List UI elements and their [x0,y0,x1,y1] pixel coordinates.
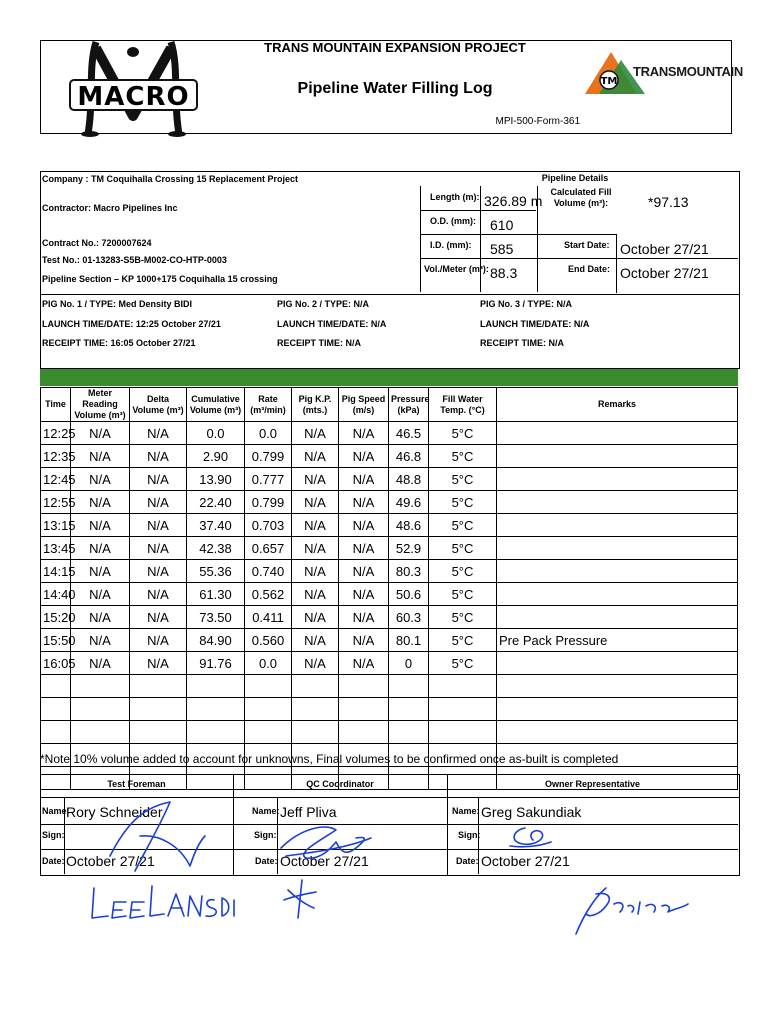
cell-pig-kp: N/A [292,468,339,491]
pig1-receipt: RECEIPT TIME: 16:05 October 27/21 [42,338,196,348]
cell-rate: 0.799 [245,445,292,468]
cell-pig-speed: N/A [339,537,389,560]
cell-pig-speed: N/A [339,514,389,537]
cell-rate: 0.0 [245,422,292,445]
cell-remarks [497,698,738,721]
cell-delta-volume [130,721,187,744]
cell-cumulative-volume: 22.40 [187,491,245,514]
cell-meter-reading: N/A [71,514,130,537]
cell-delta-volume: N/A [130,468,187,491]
pig3-launch: LAUNCH TIME/DATE: N/A [480,319,590,329]
contractor-line: Contractor: Macro Pipelines Inc [42,203,178,213]
pd-rule-2 [420,234,536,235]
cell-pig-speed: N/A [339,468,389,491]
cell-pig-speed [339,721,389,744]
cell-pig-kp: N/A [292,652,339,675]
test-number: Test No.: 01-13283-S5B-M002-CO-HTP-0003 [42,255,227,265]
cell-rate: 0.703 [245,514,292,537]
col-header-fill-water-temp: Fill Water Temp. (°C) [429,388,497,422]
pd-rule-3 [420,258,738,259]
log-table-header-row [41,388,738,422]
pig2-type: PIG No. 2 / TYPE: N/A [277,299,370,309]
cell-pig-kp [292,698,339,721]
cell-rate: 0.0 [245,652,292,675]
cell-delta-volume: N/A [130,652,187,675]
table-row [41,445,738,468]
cell-rate [245,721,292,744]
cell-cumulative-volume: 55.36 [187,560,245,583]
cell-fill-water-temp [429,698,497,721]
cell-meter-reading: N/A [71,606,130,629]
handwritten-mark-center [280,878,320,920]
green-band [40,369,738,386]
cell-meter-reading: N/A [71,629,130,652]
cell-pig-kp: N/A [292,629,339,652]
cell-pressure: 80.3 [389,560,429,583]
cell-meter-reading: N/A [71,491,130,514]
cell-cumulative-volume: 61.30 [187,583,245,606]
cell-meter-reading [71,675,130,698]
cell-fill-water-temp: 5°C [429,445,497,468]
tf-name-label: Name: [42,806,70,816]
vol-label: Vol./Meter (m³): [424,264,489,274]
table-row [41,675,738,698]
cell-delta-volume: N/A [130,422,187,445]
col-header-pig-kp: Pig K.P. (mts.) [292,388,339,422]
cell-fill-water-temp: 5°C [429,652,497,675]
owner-date-label: Date: [456,856,479,866]
log-title: Pipeline Water Filling Log [297,80,493,97]
cell-cumulative-volume [187,675,245,698]
cell-remarks [497,537,738,560]
cell-remarks [497,652,738,675]
cell-pressure [389,675,429,698]
cell-delta-volume: N/A [130,537,187,560]
table-row [41,514,738,537]
owner-field-rule-2 [447,849,738,850]
cell-remarks [497,445,738,468]
transmountain-logo [585,46,743,96]
cell-remarks [497,583,738,606]
cell-cumulative-volume: 84.90 [187,629,245,652]
cell-remarks [497,491,738,514]
start-date-label: Start Date: [564,240,610,250]
cell-rate: 0.562 [245,583,292,606]
col-header-time: Time [41,388,71,422]
company-line: Company : TM Coquihalla Crossing 15 Replacement Project [42,174,299,184]
qc-title: QC Coordinator [306,779,374,789]
cell-remarks [497,422,738,445]
col-header-delta-volume: Delta Volume (m³) [130,388,187,422]
transmountain-logo-text: TRANSMOUNTAIN [633,64,743,79]
owner-signature [505,824,555,850]
cell-rate: 0.657 [245,537,292,560]
handwritten-name-lee-lansdell [88,880,238,930]
owner-label-col-rule [478,798,479,874]
id-label: I.D. (mm): [430,240,472,250]
table-row [41,468,738,491]
cell-fill-water-temp [429,721,497,744]
od-value: 610 [490,217,514,233]
log-table-body [41,388,738,790]
cell-time: 14:40 [41,583,71,606]
cell-delta-volume [130,675,187,698]
table-row [41,583,738,606]
owner-field-rule-1 [447,824,738,825]
table-row [41,422,738,445]
owner-title: Owner Representative [544,779,641,789]
od-label: O.D. (mm): [430,216,476,226]
cell-pig-kp: N/A [292,583,339,606]
cell-cumulative-volume: 13.90 [187,468,245,491]
owner-date-value: October 27/21 [481,853,570,869]
table-row [41,537,738,560]
cell-pig-speed: N/A [339,560,389,583]
cell-pressure: 46.5 [389,422,429,445]
cell-pig-speed [339,675,389,698]
table-row [41,652,738,675]
cell-pig-speed: N/A [339,629,389,652]
cell-pressure: 80.1 [389,629,429,652]
cell-pig-speed [339,698,389,721]
cell-rate: 0.777 [245,468,292,491]
cell-remarks [497,468,738,491]
cell-rate: 0.740 [245,560,292,583]
pig1-type: PIG No. 1 / TYPE: Med Density BIDI [42,299,193,309]
id-value: 585 [490,241,514,257]
cell-fill-water-temp: 5°C [429,583,497,606]
pig3-receipt: RECEIPT TIME: N/A [480,338,565,348]
cell-cumulative-volume: 73.50 [187,606,245,629]
volume-note: *Note 10% volume added to account for unknowns, Final volumes to be confirmed once as-built is completed [40,752,619,766]
cell-delta-volume: N/A [130,560,187,583]
length-label: Length (m): [430,192,480,202]
qc-name-label: Name: [252,806,280,816]
cell-pig-kp: N/A [292,560,339,583]
pipeline-details-title: Pipeline Details [541,173,609,183]
calc-fill-value: *97.13 [648,194,689,210]
tf-label-col-rule [64,798,65,874]
cell-time: 12:25 [41,422,71,445]
owner-name-label: Name: [452,806,480,816]
end-date-label: End Date: [568,264,611,274]
cell-pig-kp: N/A [292,422,339,445]
pig2-receipt: RECEIPT TIME: N/A [277,338,362,348]
owner-sign-label: Sign: [458,830,481,840]
cell-pig-speed: N/A [339,491,389,514]
cell-meter-reading: N/A [71,560,130,583]
cell-pressure: 0 [389,652,429,675]
cell-pig-speed: N/A [339,583,389,606]
cell-delta-volume: N/A [130,514,187,537]
tf-date-label: Date: [42,856,65,866]
cell-fill-water-temp: 5°C [429,629,497,652]
cell-pressure [389,721,429,744]
table-row [41,721,738,744]
cell-time: 13:15 [41,514,71,537]
vol-value: 88.3 [490,265,518,281]
table-row [41,698,738,721]
form-number: MPI-500-Form-361 [495,116,580,127]
calc-fill-label: Calculated Fill Volume (m³): [550,187,612,208]
cell-fill-water-temp: 5°C [429,468,497,491]
cell-time: 15:50 [41,629,71,652]
table-row [41,606,738,629]
cell-meter-reading [71,698,130,721]
col-header-rate: Rate (m³/min) [245,388,292,422]
cell-cumulative-volume: 2.90 [187,445,245,468]
test-foreman-title: Test Foreman [107,779,166,789]
cell-pig-kp: N/A [292,514,339,537]
cell-meter-reading: N/A [71,652,130,675]
cell-pressure: 49.6 [389,491,429,514]
cell-delta-volume: N/A [130,629,187,652]
cell-remarks [497,721,738,744]
table-row [41,560,738,583]
cell-delta-volume: N/A [130,606,187,629]
pd-rule-1 [420,210,536,211]
end-date-value: October 27/21 [620,265,709,281]
cell-pig-speed: N/A [339,606,389,629]
cell-pressure: 52.9 [389,537,429,560]
cell-remarks [497,675,738,698]
water-filling-log-table [40,387,738,790]
cell-cumulative-volume: 91.76 [187,652,245,675]
cell-pressure: 48.8 [389,468,429,491]
cell-delta-volume [130,698,187,721]
cell-cumulative-volume: 0.0 [187,422,245,445]
cell-fill-water-temp: 5°C [429,560,497,583]
tf-name-value: Rory Schneider [66,804,163,820]
col-header-pig-speed: Pig Speed (m/s) [339,388,389,422]
table-row [41,491,738,514]
project-title: TRANS MOUNTAIN EXPANSION PROJECT [264,40,526,55]
qc-signature [276,818,376,873]
cell-meter-reading: N/A [71,468,130,491]
contract-number: Contract No.: 7200007624 [42,238,152,248]
cell-rate: 0.411 [245,606,292,629]
tf-sign-label: Sign: [42,830,65,840]
cell-pig-speed: N/A [339,422,389,445]
cell-time [41,698,71,721]
cell-time [41,721,71,744]
col-header-cumulative-volume: Cumulative Volume (m³) [187,388,245,422]
cell-pig-kp: N/A [292,445,339,468]
cell-rate: 0.560 [245,629,292,652]
cell-fill-water-temp: 5°C [429,514,497,537]
col-header-pressure: Pressure (kPa) [389,388,429,422]
cell-pressure: 48.6 [389,514,429,537]
cell-pig-kp: N/A [292,537,339,560]
cell-pig-kp: N/A [292,491,339,514]
cell-cumulative-volume: 37.40 [187,514,245,537]
col-header-meter-reading: Meter Reading Volume (m³) [71,388,130,422]
cell-meter-reading [71,721,130,744]
pipeline-section: Pipeline Section – KP 1000+175 Coquihalla 15 crossing [42,274,278,284]
cell-time: 16:05 [41,652,71,675]
macro-logo [66,38,201,138]
cell-meter-reading: N/A [71,583,130,606]
table-row [41,629,738,652]
handwritten-signature-jt-shaw [566,884,696,939]
cell-delta-volume: N/A [130,583,187,606]
cell-pressure: 50.6 [389,583,429,606]
cell-rate: 0.799 [245,491,292,514]
cell-pressure: 46.8 [389,445,429,468]
macro-logo-text: MACRO [77,82,190,112]
cell-pig-speed: N/A [339,445,389,468]
cell-pig-kp: N/A [292,606,339,629]
cell-meter-reading: N/A [71,537,130,560]
cell-meter-reading: N/A [71,445,130,468]
length-value: 326.89 m [484,193,543,209]
pig2-launch: LAUNCH TIME/DATE: N/A [277,319,387,329]
cell-time: 12:55 [41,491,71,514]
qc-sign-label: Sign: [254,830,277,840]
tf-signature [100,796,210,876]
cell-cumulative-volume: 42.38 [187,537,245,560]
pig1-launch: LAUNCH TIME/DATE: 12:25 October 27/21 [42,319,221,329]
col-header-remarks: Remarks [497,388,738,422]
tf-date-value: October 27/21 [66,853,155,869]
cell-pig-kp [292,721,339,744]
cell-meter-reading: N/A [71,422,130,445]
cell-pressure: 60.3 [389,606,429,629]
cell-fill-water-temp: 5°C [429,537,497,560]
cell-time: 14:15 [41,560,71,583]
cell-cumulative-volume [187,698,245,721]
qc-date-value: October 27/21 [280,853,369,869]
cell-fill-water-temp: 5°C [429,422,497,445]
svg-text:TM: TM [600,76,618,87]
cell-time: 12:45 [41,468,71,491]
cell-delta-volume: N/A [130,445,187,468]
cell-time [41,675,71,698]
cell-remarks [497,514,738,537]
cell-remarks [497,606,738,629]
qc-name-value: Jeff Pliva [280,804,337,820]
cell-time: 12:35 [41,445,71,468]
pig3-type: PIG No. 3 / TYPE: N/A [480,299,573,309]
start-date-value: October 27/21 [620,241,709,257]
cell-delta-volume: N/A [130,491,187,514]
cell-time: 15:20 [41,606,71,629]
cell-fill-water-temp [429,675,497,698]
cell-rate [245,698,292,721]
owner-name-value: Greg Sakundiak [481,804,582,820]
cell-fill-water-temp: 5°C [429,491,497,514]
cell-cumulative-volume [187,721,245,744]
qc-date-label: Date: [255,856,278,866]
cell-pig-kp [292,675,339,698]
cell-time: 13:45 [41,537,71,560]
cell-pressure [389,698,429,721]
cell-pig-speed: N/A [339,652,389,675]
cell-remarks: Pre Pack Pressure [497,629,738,652]
cell-fill-water-temp: 5°C [429,606,497,629]
cell-rate [245,675,292,698]
cell-remarks [497,560,738,583]
